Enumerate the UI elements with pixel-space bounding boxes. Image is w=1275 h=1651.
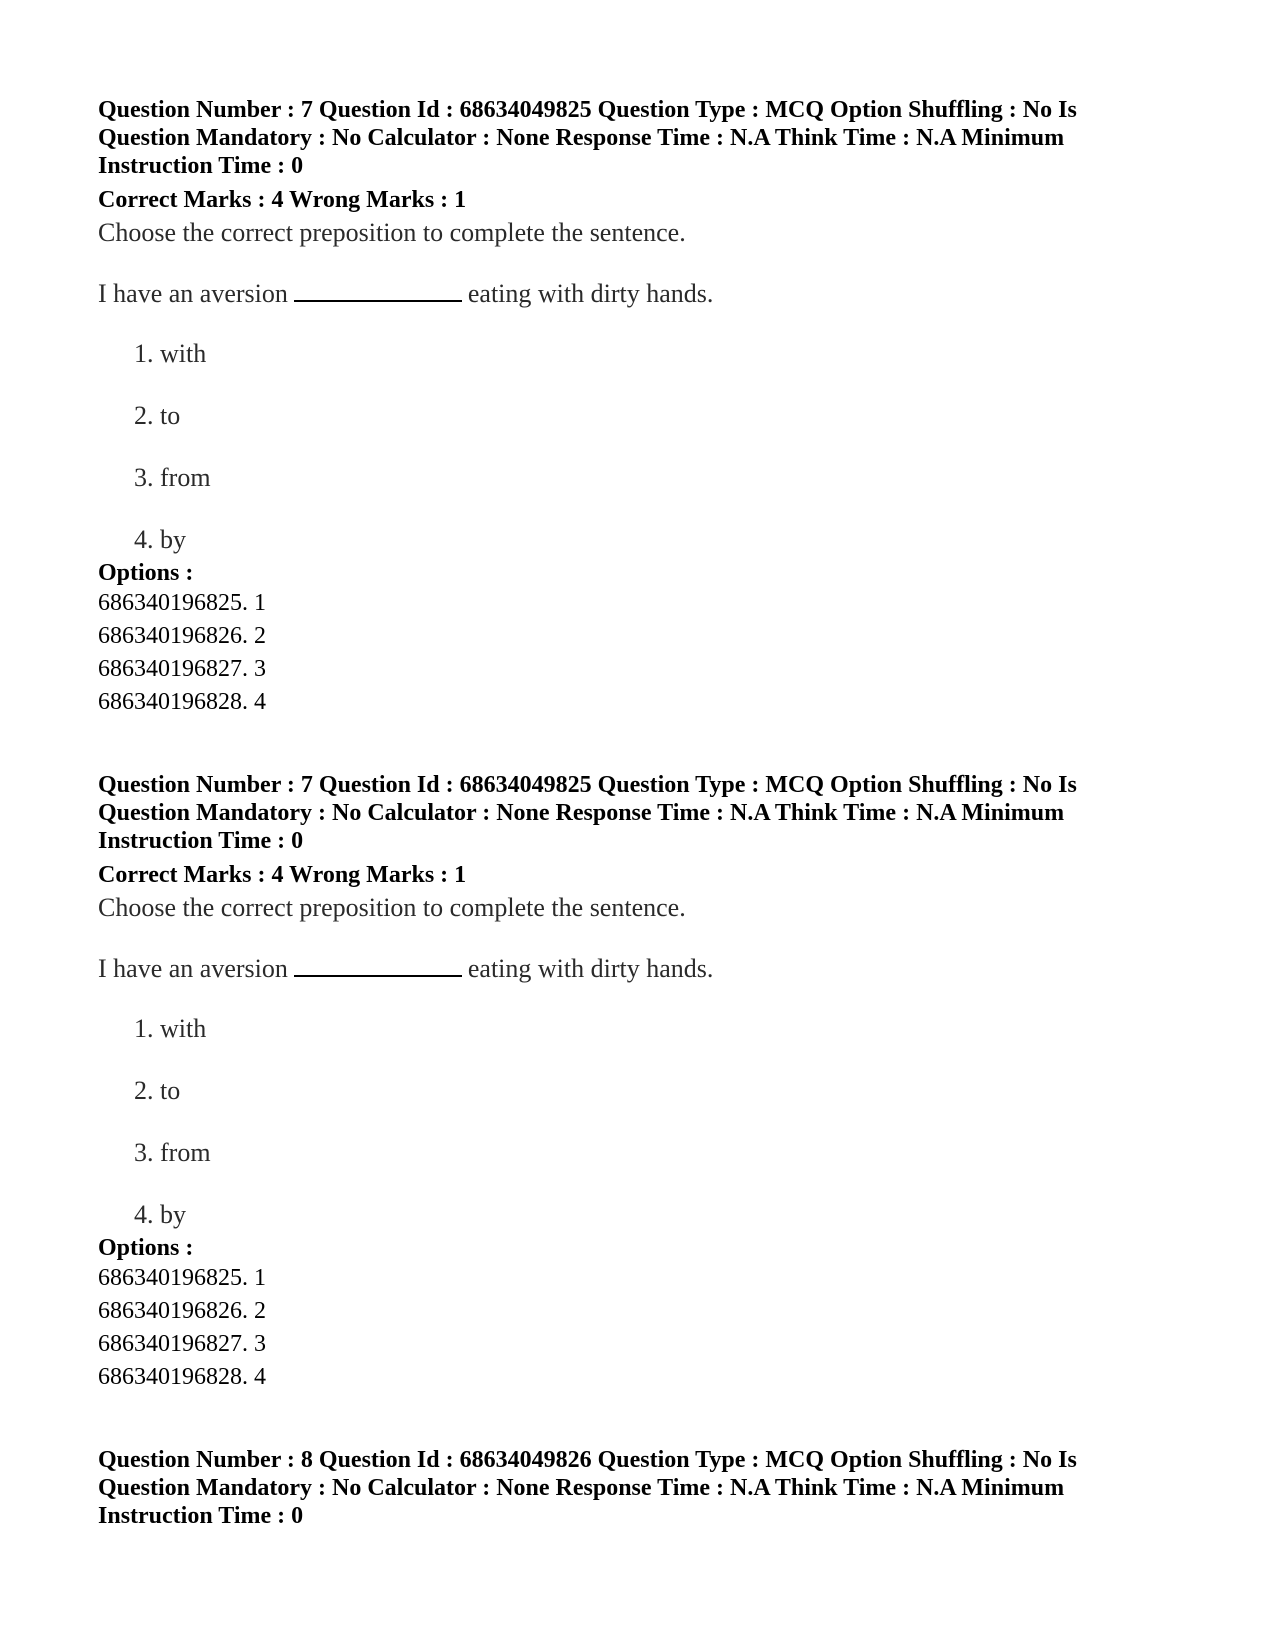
choice-item: 1. with [134,1014,207,1043]
question-block [98,1446,1178,1530]
question-header: Question Number : 7 Question Id : 68634049825 Question Type : MCQ Option Shuffling : No Is Question Mandatory : No Calculator : None Response Time : N.A Think Time : N.A Minimum Instruction Time : 0 [98,772,1077,854]
option-id-line: 686340196828. 4 [98,1364,266,1390]
sentence-after: eating with dirty hands. [467,279,714,308]
question-marks: Correct Marks : 4 Wrong Marks : 1 [98,187,467,213]
choice-item: 4. by [134,525,186,554]
choice-item: 4. by [134,1200,186,1229]
question-marks: Correct Marks : 4 Wrong Marks : 1 [98,862,467,888]
question-sentence [98,953,1178,984]
fill-in-blank [294,278,462,302]
option-id-line: 686340196826. 2 [98,623,266,649]
fill-in-blank [294,953,462,977]
options-label: Options : [98,560,194,586]
choice-item: 3. from [134,463,211,492]
option-id-line: 686340196827. 3 [98,656,266,682]
choice-item: 1. with [134,339,207,368]
question-block [98,771,1178,1394]
document-page [98,96,1178,1530]
question-instruction: Choose the correct preposition to complete the sentence. [98,893,686,922]
choice-item: 2. to [134,401,181,430]
sentence-after: eating with dirty hands. [467,954,714,983]
option-id-line: 686340196825. 1 [98,1265,266,1291]
option-id-line: 686340196825. 1 [98,590,266,616]
question-header: Question Number : 7 Question Id : 68634049825 Question Type : MCQ Option Shuffling : No Is Question Mandatory : No Calculator : None Response Time : N.A Think Time : N.A Minimum Instruction Time : 0 [98,97,1077,179]
question-instruction: Choose the correct preposition to complete the sentence. [98,218,686,247]
choice-list [98,1014,1178,1230]
choice-item: 2. to [134,1076,181,1105]
option-id-line: 686340196827. 3 [98,1331,266,1357]
choice-list [98,339,1178,555]
sentence-before: I have an aversion [98,954,288,983]
option-id-line: 686340196828. 4 [98,689,266,715]
option-id-line: 686340196826. 2 [98,1298,266,1324]
options-label: Options : [98,1235,194,1261]
question-header: Question Number : 8 Question Id : 68634049826 Question Type : MCQ Option Shuffling : No Is Question Mandatory : No Calculator : None Response Time : N.A Think Time : N.A Minimum Instruction Time : 0 [98,1447,1077,1529]
choice-item: 3. from [134,1138,211,1167]
question-block [98,96,1178,719]
sentence-before: I have an aversion [98,279,288,308]
question-sentence [98,278,1178,309]
